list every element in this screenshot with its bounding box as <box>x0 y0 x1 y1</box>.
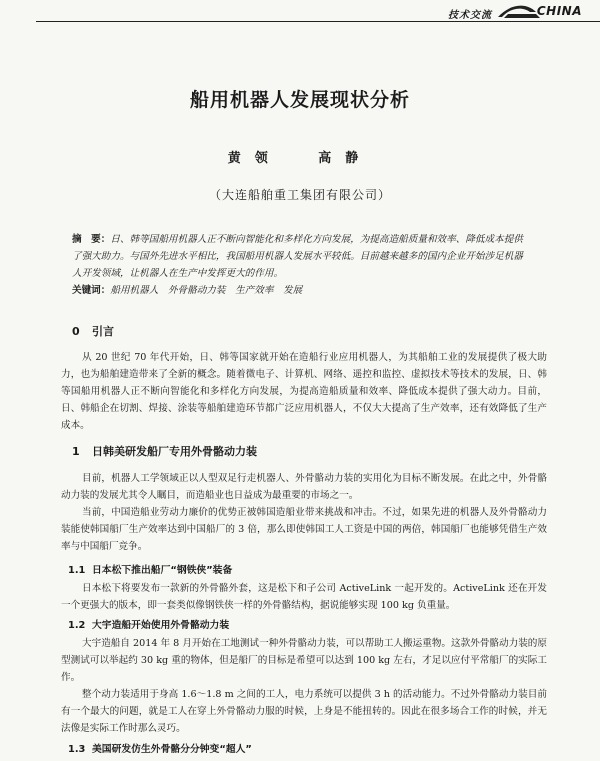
keywords-line <box>72 282 530 299</box>
abstract-text: 日、韩等国船用机器人正不断向智能化和多样化方向发展，为提高造船质量和效率、降低成本提供了强大助力。与国外先进水平相比，我国船用机器人发展水平较低。目前越来越多的国内企业开始涉足机器人开发领域，让机器人在生产中发挥更大的作用。 <box>72 234 523 279</box>
section-title: 美国研发仿生外骨骼分分钟变“超人” <box>92 744 252 755</box>
running-header <box>0 0 600 22</box>
section-number: 1.3 <box>68 744 86 755</box>
section-heading-0 <box>72 323 114 339</box>
section-title: 日本松下推出船厂“钢铁侠”装备 <box>92 565 233 576</box>
article-title: 船用机器人发展现状分析 <box>189 89 410 111</box>
body-paragraph: 日本松下将要发布一款新的外骨骼外套，这是松下和子公司 ActiveLink 一起开发的。ActiveLink 还在开发一个更强大的版本，即一套类似像钢铁侠一样的外骨骼结构，据说能够实现 100 kg 负重量。 <box>61 583 547 611</box>
section-number: 0 <box>72 325 80 338</box>
author-name: 黄领 <box>227 151 282 166</box>
section-number: 1.2 <box>68 620 86 631</box>
abstract-block <box>72 231 530 299</box>
keywords-text: 船用机器人 外骨骼动力装 生产效率 发展 <box>110 285 303 296</box>
abstract-paragraph <box>72 231 530 282</box>
header-rule <box>36 21 600 22</box>
section-title: 日韩美研发船厂专用外骨骼动力装 <box>92 445 257 458</box>
body-paragraph: 当前，中国造船业劳动力廉价的优势正被韩国造船业带来挑战和冲击。不过，如果先进的机器人及外骨骼动力装能使韩国船厂生产效率达到中国船厂的 3 倍，那么即使韩国工人工资是中国的两倍，韩国船厂也能够凭借生产效率与中国船厂竞争。 <box>61 507 547 552</box>
author-name: 高静 <box>318 151 373 166</box>
affiliation: （大连船舶重工集团有限公司） <box>208 188 391 202</box>
section-heading-1 <box>72 443 257 459</box>
author-line <box>0 147 600 166</box>
body-paragraph: 目前，机器人工学领域正以人型双足行走机器人、外骨骼动力装的实用化为目标不断发展。在此之中，外骨骼动力装的发展尤其令人瞩目，而造船业也日益成为最重要的市场之一。 <box>61 473 547 501</box>
keywords-label: 关键词： <box>72 285 111 296</box>
section-label: 技术交流 <box>448 10 492 21</box>
section-heading-1-3 <box>68 741 252 755</box>
section-number: 1.1 <box>68 565 86 576</box>
logo-text: CHINA <box>536 4 582 18</box>
body-paragraph: 整个动力装适用于身高 1.6～1.8 m 之间的工人，电力系统可以提供 3 h 的活动能力。不过外骨骼动力装目前有一个最大的问题，就是工人在穿上外骨骼动力服的时候，上身是不能扭转的。因此在很多场合工作的时候，并无法像是实际工作时那么灵巧。 <box>61 689 547 734</box>
section-title: 大宇造船开始使用外骨骼动力装 <box>92 620 230 631</box>
body-paragraph: 从 20 世纪 70 年代开始，日、韩等国家就开始在造船行业应用机器人，为其船舶工业的发展提供了极大助力，也为船舶建造带来了全新的概念。随着微电子、计算机、网络、遥控和监控、虚拟技术等技术的发展，日、韩等国船用机器人正不断向智能化和多样化方向发展，为提高造船质量和效率、降低成本提供了强大动力。目前，日、韩船企在切割、焊接、涂装等船舶建造环节都广泛应用机器人，不仅大大提高了生产效率，还有效降低了生产成本。 <box>61 352 547 431</box>
body-paragraph: 大宇造船自 2014 年 8 月开始在工地测试一种外骨骼动力装，可以帮助工人搬运重物。这款外骨骼动力装的原型测试可以举起约 30 kg 重的物体，但是船厂的目标是希望可以达到 100 kg 左右，才足以应付平常船厂的实际工作。 <box>61 638 547 683</box>
abstract-label: 摘 要： <box>72 234 111 245</box>
section-number: 1 <box>72 445 80 458</box>
section-heading-1-1 <box>68 562 232 576</box>
journal-logo <box>496 0 594 20</box>
section-heading-1-2 <box>68 617 229 631</box>
section-title: 引言 <box>92 325 114 338</box>
